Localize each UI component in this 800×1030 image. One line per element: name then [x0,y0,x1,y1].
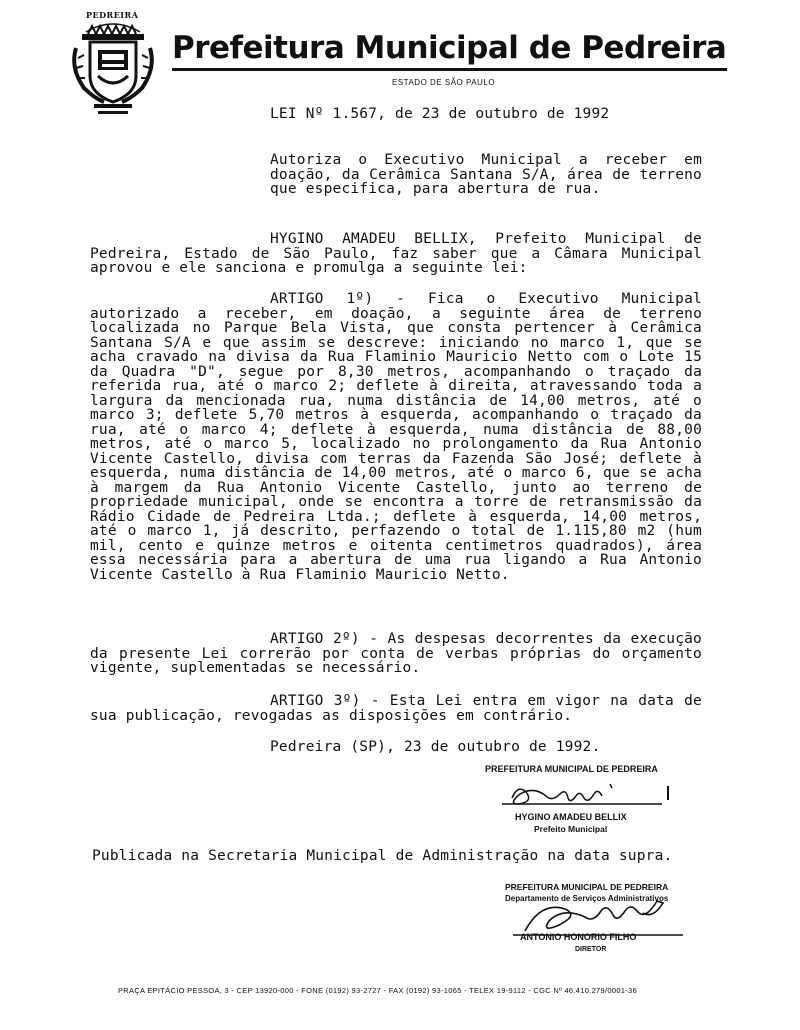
mayor-name: HYGINO AMADEU BELLIX [515,812,627,822]
mayor-stamp: PREFEITURA MUNICIPAL DE PEDREIRA [485,764,658,774]
director-name: ANTONIO HONORIO FILHO [520,932,637,942]
footer-address: PRAÇA EPITÁCIO PESSOA, 3 - CEP 13920-000 - FONE (0192) 93-2727 - FAX (0192) 93-1065 - TELEX 19-9112 - CGC Nº 46.410.279/0001-36 [118,986,638,995]
preamble-name: HYGINO AMADEU BELLIX, [270,231,477,247]
director-role: DIRETOR [575,946,607,953]
header-subtitle: ESTADO DE SÃO PAULO [392,78,496,87]
law-title: LEI Nº 1.567, de 23 de outubro de 1992 [270,106,610,122]
page-title: Prefeitura Municipal de Pedreira [172,30,727,66]
publication-note: Publicada na Secretaria Municipal de Administração na data supra. [92,848,673,864]
director-stamp-line-2: Departamento de Serviços Administrativos [505,894,669,903]
preamble [90,232,702,276]
mayor-role: Prefeito Municipal [534,824,608,834]
article-3 [90,694,702,723]
article-3-text: - Esta Lei entra em vigor na data de sua publicação, revogadas as disposições em contrário. [90,693,702,724]
law-ementa: Autoriza o Executivo Municipal a receber em doação, da Cerâmica Santana S/A, área de terreno que especifica, para abertura de rua. [270,152,702,197]
director-stamp-line-1: PREFEITURA MUNICIPAL DE PEDREIRA [505,882,669,892]
seal-lettering: PEDREIRA [86,10,139,20]
header-divider [172,68,727,71]
article-2 [90,632,702,676]
article-1 [90,292,702,582]
article-3-label: ARTIGO 3º) [270,693,361,709]
article-2-label: ARTIGO 2º) [270,631,360,647]
article-1-label: ARTIGO 1º) [270,291,374,307]
article-1-text: - Fica o Executivo Municipal autorizado a receber, em doação, a seguinte área de terreno localizada no Parque Bela Vista, que consta pertencer à Cerâmica Santana S/A e que assim se descreve: iniciando no marco 1, que se acha cravado na divisa da Rua Flaminio Mauricio Netto com o Lote 15 da Quadra "D", segue por 8,30 metros, acompanhando o traçado da referida rua, até o marco 2; deflete à direita, atravessando toda a largura da mencionada rua, numa distância de 14,00 metros, até o marco 3; deflete 5,70 metros à esquerda, acompanhando o traçado da rua, até o marco 4; deflete à esquerda, numa distância de 88,00 metros, até o marco 5, localizado no prolongamento da Rua Antonio Vicente Castello, divisa com terras da Fazenda São José; deflete à esquerda, numa distância de 14,00 metros, até o marco 6, que se acha à margem da Rua Antonio Vicente Castello, junto ao terreno de propriedade municipal, onde se encontra a torre de retransmissão da Rádio Cidade de Pedreira Ltda.; deflete à esquerda, 14,00 metros, até o marco 1, já descrito, perfazendo o total de 1.115,80 m2 (hum mil, cento e quinze metros e oitenta centimetros quadrados), área essa necessária para a abertura de uma rua ligando a Rua Antonio Vicente Castello à Rua Flaminio Mauricio Netto. [90,291,702,583]
municipal-seal-icon [68,18,158,118]
preamble-text: Prefeito Municipal de Pedreira, Estado de São Paulo, faz saber que a Câmara Municipal aprovou e ele sanciona e promulga a seguinte lei: [90,231,702,276]
article-2-text: - As despesas decorrentes da execução da presente Lei correrão por conta de verbas próprias do orçamento vigente, suplementadas se necessário. [90,631,702,676]
place-date: Pedreira (SP), 23 de outubro de 1992. [270,739,601,755]
mayor-signature-icon [500,776,680,812]
